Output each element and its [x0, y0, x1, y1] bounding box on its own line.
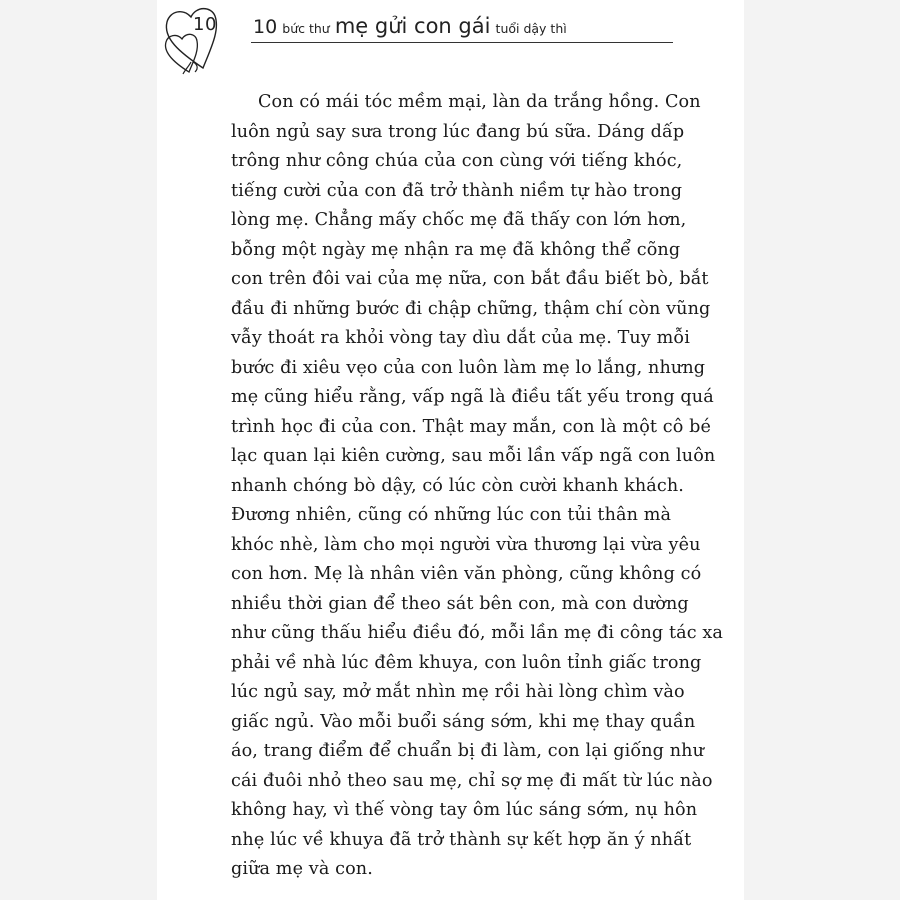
text-line: luôn ngủ say sưa trong lúc đang bú sữa. Dáng dấp — [231, 121, 685, 142]
text-line: Đương nhiên, cũng có những lúc con tủi thân mà — [231, 505, 672, 525]
text-line: cái đuôi nhỏ theo sau mẹ, chỉ sợ mẹ đi mất từ lúc nào — [231, 770, 713, 791]
running-title — [253, 14, 567, 38]
running-title-number: 10 — [253, 16, 278, 38]
text-line: lạc quan lại kiên cường, sau mỗi lần vấp ngã con luôn — [231, 446, 716, 466]
text-line: vẫy thoát ra khỏi vòng tay dìu dắt của mẹ. Tuy mỗi — [231, 328, 690, 348]
text-line: trông như công chúa của con cùng với tiếng khóc, — [231, 151, 683, 171]
running-title-part3: tuổi dậy thì — [495, 21, 567, 36]
page-number: 10 — [193, 14, 217, 35]
text-line: áo, trang điểm để chuẩn bị đi làm, con lại giống như — [231, 741, 704, 761]
text-line: nhẹ lúc về khuya đã trở thành sự kết hợp ăn ý nhất — [231, 829, 692, 850]
text-line: không hay, vì thế vòng tay ôm lúc sáng sớm, nụ hôn — [231, 800, 698, 820]
page-header — [157, 0, 744, 80]
text-line: con trên đôi vai của mẹ nữa, con bắt đầu biết bò, bắt — [231, 269, 709, 289]
text-line: Con có mái tóc mềm mại, làn da trắng hồng. Con — [258, 92, 701, 112]
text-line: nhiều thời gian để theo sát bên con, mà con dường — [231, 593, 689, 614]
text-line: giấc ngủ. Vào mỗi buổi sáng sớm, khi mẹ thay quần — [231, 711, 696, 732]
text-line: khóc nhè, làm cho mọi người vừa thương lại vừa yêu — [231, 534, 701, 555]
header-rule — [251, 42, 673, 43]
text-line: bỗng một ngày mẹ nhận ra mẹ đã không thể cõng — [231, 239, 681, 260]
text-line: như cũng thấu hiểu điều đó, mỗi lần mẹ đi công tác xa — [231, 623, 723, 643]
running-title-part1: bức thư — [282, 21, 330, 36]
text-line: mẹ cũng hiểu rằng, vấp ngã là điều tất yếu trong quá — [231, 387, 714, 407]
text-line: bước đi xiêu vẹo của con luôn làm mẹ lo lắng, nhưng — [231, 357, 706, 378]
text-line: lúc ngủ say, mở mắt nhìn mẹ rồi hài lòng chìm vào — [231, 682, 685, 702]
text-line: nhanh chóng bò dậy, có lúc còn cười khanh khách. — [231, 475, 684, 496]
body-paragraph — [157, 88, 744, 885]
text-line: tiếng cười của con đã trở thành niềm tự hào trong — [231, 180, 683, 201]
text-line: lòng mẹ. Chẳng mấy chốc mẹ đã thấy con lớn hơn, — [231, 210, 687, 230]
running-title-part2: mẹ gửi con gái — [334, 14, 491, 38]
text-line: trình học đi của con. Thật may mắn, con là một cô bé — [231, 416, 711, 437]
text-line: con hơn. Mẹ là nhân viên văn phòng, cũng không có — [231, 564, 702, 584]
text-line: phải về nhà lúc đêm khuya, con luôn tỉnh giấc trong — [231, 652, 702, 673]
text-line: đầu đi những bước đi chập chững, thậm chí còn vũng — [231, 298, 711, 319]
text-line: giữa mẹ và con. — [231, 859, 373, 879]
book-page — [157, 0, 744, 900]
